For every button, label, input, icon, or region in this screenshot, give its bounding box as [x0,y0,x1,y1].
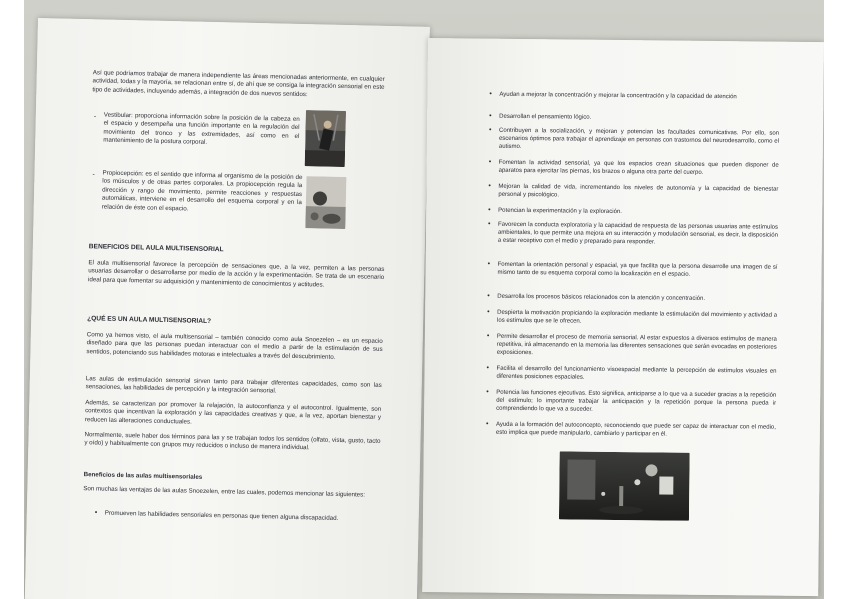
bullet-dot: • [487,260,491,268]
beneficios-aulas-heading: Beneficios de las aulas multisensoriales [83,471,203,481]
bullet-dot: • [94,509,98,517]
photo-scene [24,0,824,599]
bullet-dot: • [489,90,492,98]
beneficios-paragraph: El aula multisensorial favorece la percepción de sensaciones que, a la vez, permiten a las personas usuarias desarrollar o desarrollarse por medio de la acción y la experimentación. Se trata de un escenario ideal para que fomentar su adquisición y mantenimiento de conocimientos y actitudes. [88,259,385,289]
bullet-dot: • [489,112,492,120]
left-document-page [25,18,430,599]
actividad-sensorial-bullet: Fomentan la actividad sensorial, ya que los espacios crean situaciones que pueden disponer de aparatos para ejercitar las piernas, los brazos o alguna otra parte del cuerpo. [498,159,779,176]
bullet-dot: • [489,126,492,134]
bullet-dot: - [93,113,97,121]
multisensory-room-photo [559,451,690,520]
motivacion-bullet: Despierta la motivación propiciando la exploración mediante la estimulación del movimiento y actividad a los estímulos que se le ofrecen. [497,309,778,325]
bullet-dot: • [486,388,489,396]
propiocepcion-photo [305,176,346,229]
pensamiento-bullet: Desarrollan el pensamiento lógico. [499,113,592,121]
bullet-dot: • [486,332,490,340]
bullet-dot: • [488,182,491,190]
bullet-dot: • [485,420,489,428]
bullet-dot: - [92,171,95,179]
experimentacion-bullet: Potencian la experimentación y la exploración. [498,207,622,216]
beneficios-heading: BENEFICIOS DEL AULA MULTISENSORIAL [88,243,224,254]
propiocepcion-paragraph: Propiocepción: es el sentido que informa al organismo de la posición de los músculos y de otras partes corporales. La propiocepción regula la dirección y rango de movimiento, permite reacciones y respuestas automáticas, interviene en el desarrollo del esquema corporal y en la relación de éste con el espacio. [101,169,303,213]
habilidades-bullet: Promueven las habilidades sensoriales en personas que tienen alguna discapacidad. [104,509,339,522]
vestibular-photo [305,110,346,167]
que-es-heading: ¿QUÉ ES UN AULA MULTISENSORIAL? [87,315,212,326]
bullet-dot: • [487,308,490,316]
sentidos-paragraph: Normalmente, suele haber dos términos para las y se trabajan todos los sentidos (olfato, vista, gusto, tacto y oído) y habitualmente con grupos muy reducidos o incluso de manera individual. [84,431,381,452]
conducta-exploratoria-bullet: Favorecen la conducta exploratoria y la capacidad de respuesta de las personas usuarias ante estímulos ambientales, lo que permite una mejora en su interacción y modulación sensorial, es decir, la disposición a estar receptivo con el medio y preparado para responder. [497,221,779,246]
memoria-bullet: Permite desarrollar el proceso de memoria sensorial. Al estar expuestos a diversos estímulos de manera repetitiva, irá almacenando en la memoria las diferentes sensaciones que serán evocadas en posteriores exposiciones. [496,333,777,357]
intro-paragraph: Así que podríamos trabajar de manera independiente las áreas mencionadas anteriormente, en cualquier actividad, todas y la mayoría, se relacionan entre sí, de ahí que se consiga la integración sensorial en este tipo de actividades, incluyendo además, a integración de dos nuevos sentidos: [92,69,385,98]
bullet-dot: • [488,158,492,166]
capacidades-paragraph: Las aulas de estimulación sensorial sirven tanto para trabajar diferentes capacidades, como son las sensaciones, las habilidades de percepción y la integración sensorial. [85,375,382,395]
socializacion-bullet: Contribuyen a la socialización, y mejoran y potencian las facultades comunicativas. Por ello, son escenarios óptimos para trabajar el aprendizaje en personas con trastornos del neurodesarrollo, como el autismo. [498,127,780,150]
right-document-page [422,38,824,596]
procesos-basicos-bullet: Desarrolla los procesos básicos relacionados con la atención y concentración. [497,293,706,302]
autoconcepto-bullet: Ayuda a la formación del autoconcepto, reconociendo que puede ser capaz de interactuar con el medio, esto implica que puede manipularlo, cambiarlo y participar en él. [495,421,776,438]
bullet-dot: • [487,292,490,300]
atencion-bullet: Ayudan a mejorar la concentración y mejorar la concentración y la capacidad de atención [499,91,737,101]
que-es-paragraph: Como ya hemos visto, el aula multisensorial – también conocido como aula Snoezelen – es un espacio diseñado para que las personas puedan interactuar con el medio a partir de la estimulación de sus sentidos, potenciando sus habilidades motoras e intelectuales a través del descubrimiento. [86,331,383,361]
orientacion-bullet: Fomentan la orientación personal y espacial, ya que facilita que la persona desarrolle una imagen de sí mismo tanto de su esquema corporal como la localización en el espacio. [497,261,778,278]
bullet-dot: • [486,364,490,372]
relajacion-paragraph: Además, se caracterizan por promover la relajación, la autoconfianza y el autocontrol. Igualmente, son contextos que incentivan la exploración y las capacidades creativas y que, a la vez, aportan bienestar y reducen las alteraciones conductuales. [84,399,382,426]
funciones-ejecutivas-bullet: Potencia las funciones ejecutivas. Esto significa, anticiparse a lo que va a suceder gracias a la repetición del estímulo; lo importante trabajar la anticipación y la repetición porque la persona pueda ir comprendiendo lo que va a suceder. [496,389,777,413]
calidad-vida-bullet: Mejoran la calidad de vida, incrementando los niveles de autonomía y la capacidad de bienestar personal y psicológico. [498,183,779,199]
visoespacial-bullet: Facilita el desarrollo del funcionamiento visoespacial mediante la percepción de estímulos visuales en diferentes posiciones espaciales. [496,365,777,381]
beneficios-aulas-paragraph: Son muchas las ventajas de las aulas Snoezelen, entre las cuales, podemos mencionar las siguientes: [83,485,366,499]
bullet-dot: • [488,206,491,214]
bullet-dot: • [488,220,491,228]
vestibular-paragraph: Vestibular: proporciona información sobre la posición de la cabeza en el espacio y desempeña una función importante en la regulación del movimiento del tronco y las extremidades, así como en el mantenimiento de la postura corporal. [103,111,300,147]
